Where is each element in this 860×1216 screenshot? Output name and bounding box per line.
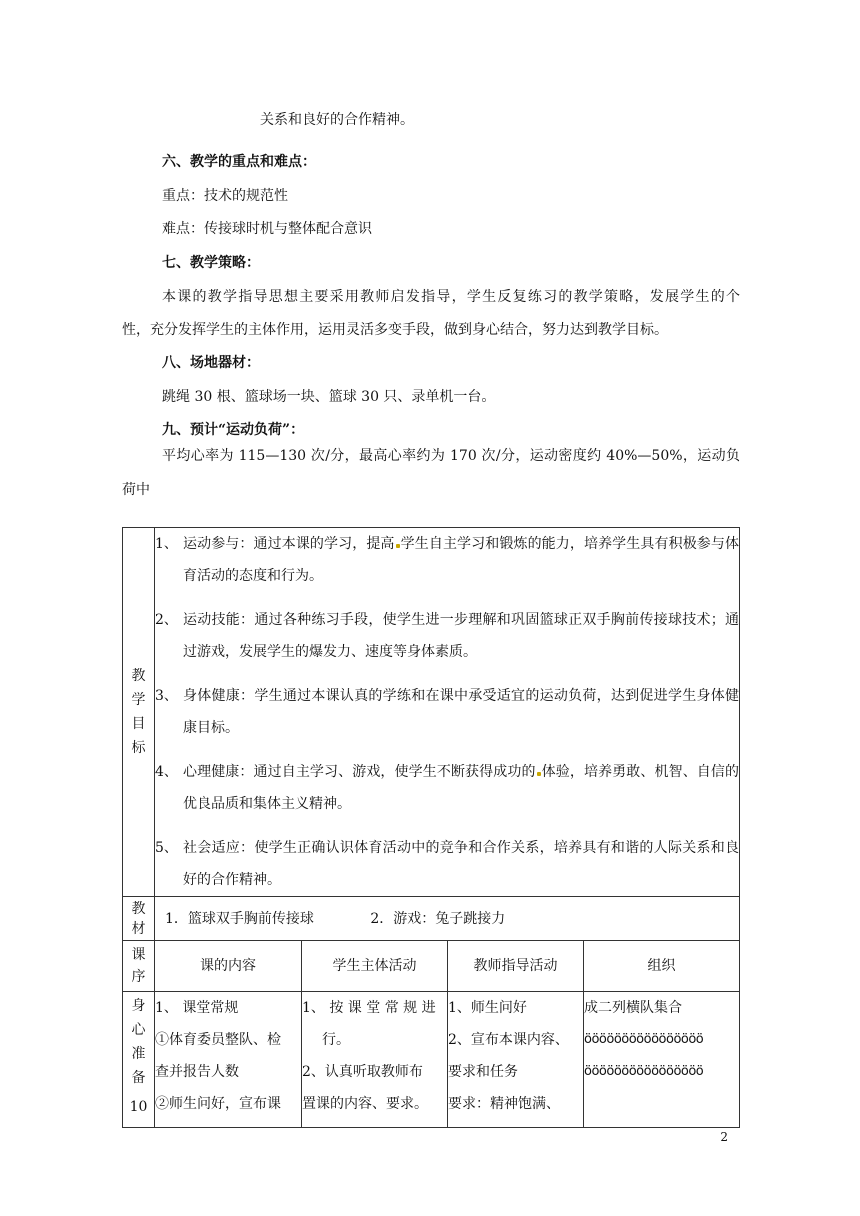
goal-text xyxy=(183,756,739,820)
carry-over-text: 关系和良好的合作精神。 xyxy=(260,112,414,128)
preparation-label-char: 心 xyxy=(131,1022,146,1038)
header-content: 课的内容 xyxy=(155,941,302,992)
section-6-difficulty: 难点：传接球时机与整体配合意识 xyxy=(162,221,372,237)
content-line: 查并报告人数 xyxy=(155,1064,239,1080)
content-line: ②师生问好，宣布课 xyxy=(155,1096,281,1112)
header-organization: 组织 xyxy=(584,941,740,992)
material-label-char: 材 xyxy=(131,920,146,937)
sequence-label-cell xyxy=(123,941,155,992)
student-line: 置课的内容、要求。 xyxy=(302,1096,428,1112)
material-label-cell xyxy=(123,897,155,941)
material-item-1: 1．篮球双手胸前传接球 xyxy=(165,910,314,927)
sequence-label-char: 序 xyxy=(131,969,146,985)
preparation-student-cell xyxy=(302,992,448,1128)
teacher-line: 1、师生问好 xyxy=(448,1000,527,1016)
goal-text-part: 运动参与：通过本课的学习，提高 xyxy=(183,536,395,552)
section-6-key-point: 重点：技术的规范性 xyxy=(162,188,288,204)
goal-text-part: 心理健康：通过自主学习、游戏，使学生不断获得成功的 xyxy=(183,764,536,780)
goal-text-part: 学生自主学习和锻炼的能力，培养学生具有积极参与体育活动的态度和行为。 xyxy=(183,536,740,584)
section-7-heading: 七、教学策略： xyxy=(162,255,260,271)
teacher-line: 要求和任务 xyxy=(448,1064,518,1080)
highlight-mark-icon xyxy=(537,772,541,776)
student-line: 行。 xyxy=(322,1032,350,1048)
goals-label-char: 学 xyxy=(131,692,146,708)
goal-number: 4、 xyxy=(155,764,178,780)
goals-list xyxy=(155,528,740,897)
goals-label-char: 目 xyxy=(131,716,146,732)
goal-text: 身体健康：学生通过本课认真的学练和在课中承受适宜的运动负荷，达到促进学生身体健康目标。 xyxy=(183,688,739,736)
goal-number: 2、 xyxy=(155,612,178,628)
section-8-body: 跳绳 30 根、篮球场一块、篮球 30 只、录单机一台。 xyxy=(162,389,496,405)
column-header-row xyxy=(123,941,740,992)
section-7-paragraph-line-1: 本课的教学指导思想主要采用教师启发指导，学生反复练习的教学策略，发展学生的个 xyxy=(162,289,740,305)
page-number: 2 xyxy=(720,1130,728,1144)
preparation-label-cell xyxy=(123,992,155,1128)
student-line: 2、认真听取教师布 xyxy=(302,1064,423,1080)
goal-number: 5、 xyxy=(155,840,178,856)
teacher-line: 2、宣布本课内容、 xyxy=(448,1032,569,1048)
preparation-teacher-cell xyxy=(448,992,584,1128)
goals-row xyxy=(123,528,740,897)
lesson-plan-table xyxy=(122,527,740,1128)
goal-number: 3、 xyxy=(155,688,178,704)
material-cell xyxy=(155,897,740,941)
content-line: ①体育委员整队、检 xyxy=(155,1032,281,1048)
preparation-label-char: 准 xyxy=(131,1046,146,1062)
goal-item xyxy=(155,604,739,668)
section-8-heading: 八、场地器材： xyxy=(162,355,260,371)
material-item-2: 2．游戏：兔子跳接力 xyxy=(370,910,506,927)
section-9-heading: 九、预计“运动负荷”： xyxy=(162,422,305,438)
formation-row: öööööööööööööööö xyxy=(584,1064,704,1079)
sequence-label-char: 课 xyxy=(131,947,146,963)
goals-label-char: 标 xyxy=(131,740,146,756)
goal-item xyxy=(155,832,739,896)
goals-label-cell xyxy=(123,528,155,897)
goal-item xyxy=(155,680,739,744)
goal-text: 社会适应：使学生正确认识体育活动中的竞争和合作关系，培养具有和谐的人际关系和良好的合作精神。 xyxy=(183,840,739,888)
header-student-activity: 学生主体活动 xyxy=(302,941,448,992)
highlight-mark-icon xyxy=(396,544,400,548)
goal-item xyxy=(155,756,739,820)
goal-text-part: 体验，培养勇敢、机智、自信的优良品质和集体主义精神。 xyxy=(183,764,739,812)
organization-line: 成二列横队集合 xyxy=(584,1000,682,1016)
preparation-content-cell xyxy=(155,992,302,1128)
section-9-paragraph-line-2: 荷中 xyxy=(122,482,150,498)
section-6-heading: 六、教学的重点和难点： xyxy=(162,154,316,170)
goal-item xyxy=(155,528,739,592)
preparation-label-char: 身 xyxy=(131,998,146,1014)
goals-label-char: 教 xyxy=(131,668,146,684)
preparation-label-char: 备 xyxy=(131,1070,146,1086)
material-row xyxy=(123,897,740,941)
section-9-paragraph-line-1: 平均心率为 115—130 次/分，最高心率约为 170 次/分，运动密度约 40%—50%，运动负 xyxy=(162,448,740,464)
header-teacher-activity: 教师指导活动 xyxy=(448,941,584,992)
formation-row: öööööööööööööööö xyxy=(584,1032,704,1047)
goal-number: 1、 xyxy=(155,536,178,552)
student-line: 1、 按 课 堂 常 规 进 xyxy=(302,1000,436,1016)
preparation-organization-cell xyxy=(584,992,740,1128)
preparation-row xyxy=(123,992,740,1128)
content-line: 1、 课堂常规 xyxy=(155,1000,239,1016)
goal-text xyxy=(183,528,739,592)
preparation-label-char: 10 xyxy=(129,1099,148,1115)
teacher-line: 要求：精神饱满、 xyxy=(448,1096,560,1112)
section-7-paragraph-line-2: 性，充分发挥学生的主体作用，运用灵活多变手段，做到身心结合，努力达到教学目标。 xyxy=(122,322,668,338)
goal-text: 运动技能：通过各种练习手段，使学生进一步理解和巩固篮球正双手胸前传接球技术；通过游戏，发展学生的爆发力、速度等身体素质。 xyxy=(183,612,739,660)
material-label-char: 教 xyxy=(131,900,146,917)
